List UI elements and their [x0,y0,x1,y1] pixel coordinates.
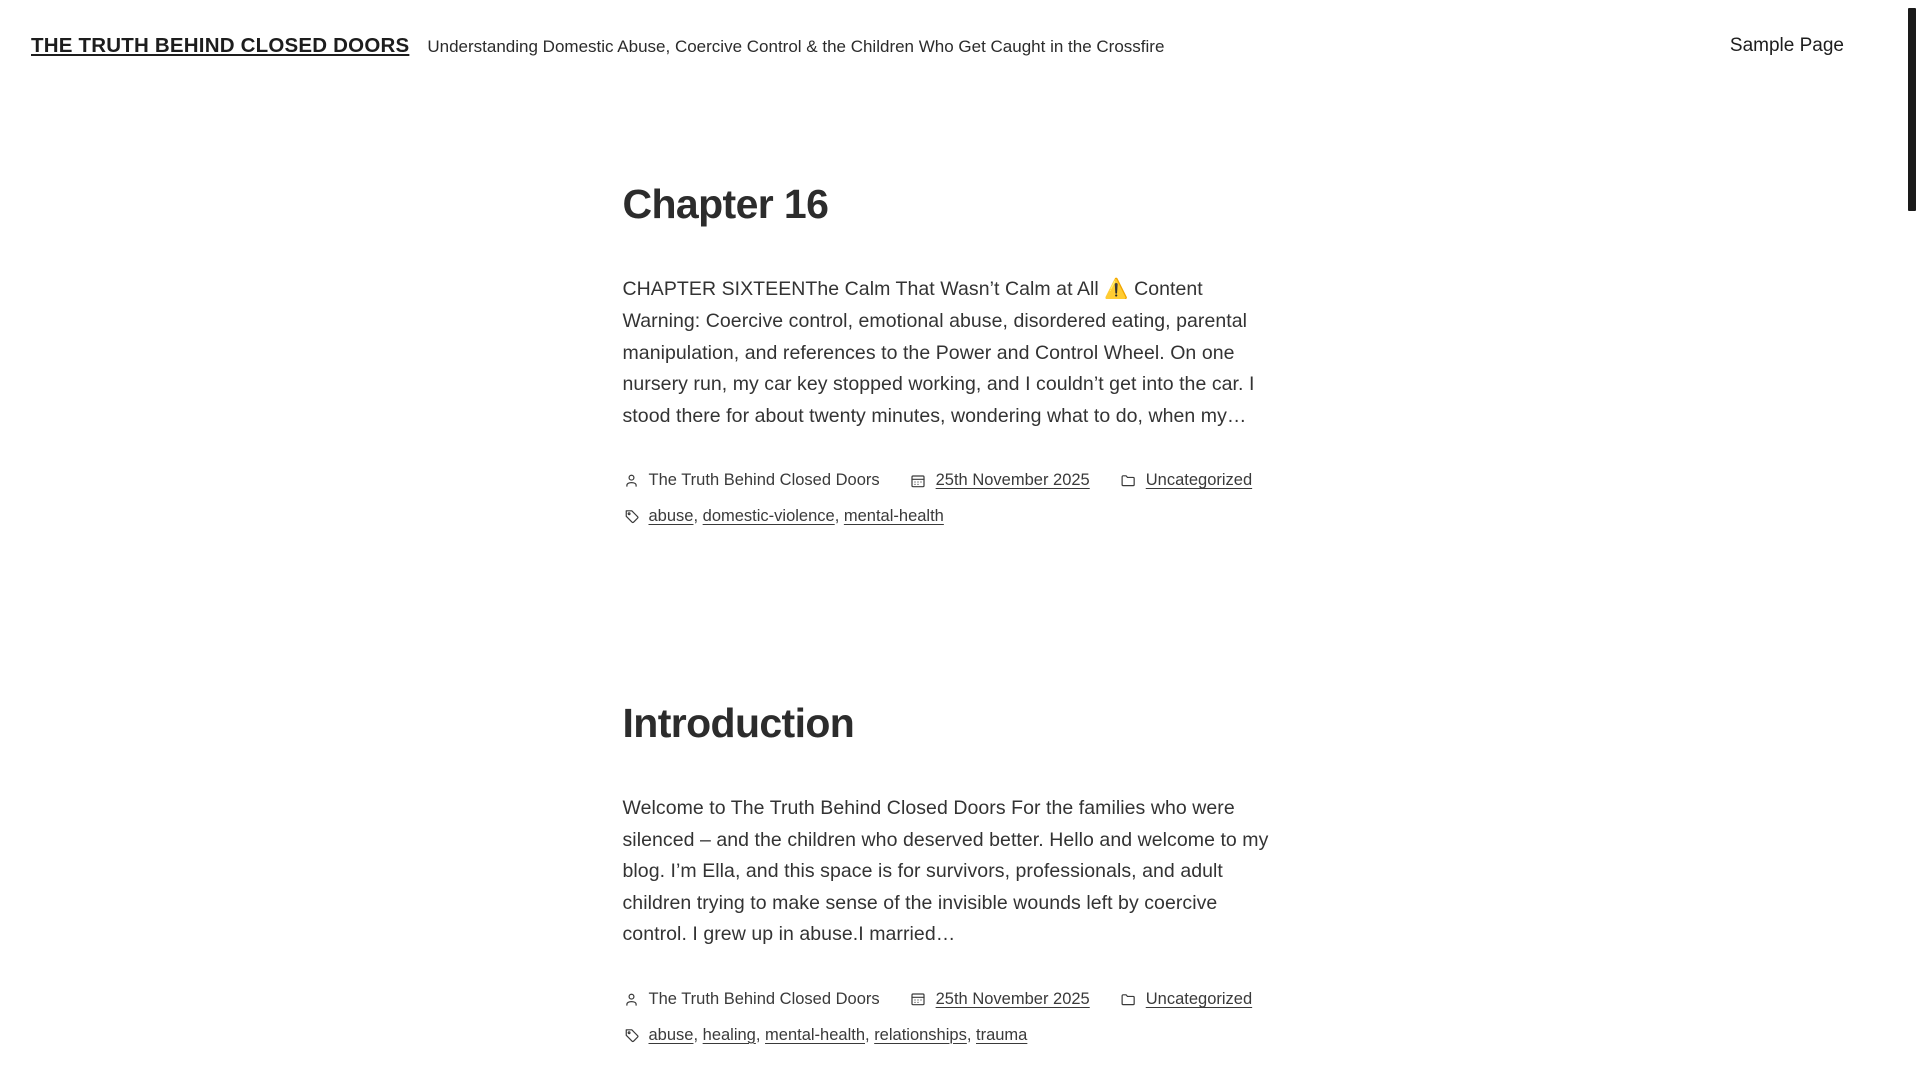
site-header [0,0,1905,92]
post-title[interactable] [623,180,1283,228]
post-author [623,987,880,1012]
post-tag[interactable]: relationships [874,1025,967,1044]
post-tag[interactable]: abuse [648,507,694,526]
post-meta-row-primary [623,987,1283,1012]
post-title[interactable] [623,699,1283,747]
post-category[interactable] [1120,987,1252,1012]
post-category-link[interactable]: Uncategorized [1145,990,1253,1009]
folder-icon [1120,472,1137,489]
post-excerpt: CHAPTER SIXTEENThe Calm That Wasn’t Calm at All ⚠️ Content Warning: Coercive control, emotional abuse, disordered eating, parental manipulation, and references to the Power and Control Wheel. On one nursery run, my car key stopped working, and I couldn’t get into the car. I stood there for about twenty minutes, wondering what to do, when my… [622,278,1255,427]
vertical-scrollbar[interactable] [1905,0,1920,1080]
post-tag-list: abuse, healing, mental-health, relationships, trauma [648,1025,1028,1044]
person-icon [623,991,640,1008]
tag-icon [623,1027,640,1044]
post-excerpt: Welcome to The Truth Behind Closed Doors For the families who were silenced – and the children who deserved better. Hello and welcome to my blog. I’m Ella, and this space is for survivors, professionals, and adult children trying to make sense of the invisible wounds left by coercive control. I grew up in abuse.I married… [622,797,1269,946]
post-date-link[interactable]: 25th November 2025 [935,471,1090,490]
post-article [623,180,1283,529]
post-date[interactable] [910,987,1090,1012]
post-tag[interactable]: mental-health [843,507,944,526]
site-branding [31,34,1164,58]
post-tag[interactable]: mental-health [765,1025,866,1044]
post-tag[interactable]: domestic-violence [702,507,835,526]
nav-link-sample-page[interactable]: Sample Page [1729,35,1844,56]
post-category[interactable] [1120,468,1252,493]
post-tags [623,1023,1028,1048]
post-meta-row-tags [623,1023,1283,1048]
primary-navigation [1730,35,1874,57]
post-tags [623,504,944,529]
calendar-icon [910,472,927,489]
post-category-link[interactable]: Uncategorized [1145,471,1253,490]
post-author-name: The Truth Behind Closed Doors [648,990,880,1009]
post-meta-row-tags [623,504,1283,529]
post-meta-row-primary [623,468,1283,493]
post-date[interactable] [910,468,1090,493]
post-date-link[interactable]: 25th November 2025 [935,990,1090,1009]
site-title[interactable]: THE TRUTH BEHIND CLOSED DOORS [31,34,410,57]
post-article [623,699,1283,1048]
post-author [623,468,880,493]
post-tag[interactable]: abuse [648,1025,694,1044]
calendar-icon [910,991,927,1008]
main-content [0,92,1905,1048]
post-tag-list: abuse, domestic-violence, mental-health [648,507,944,526]
post-meta [623,468,1283,529]
person-icon [623,472,640,489]
folder-icon [1120,991,1137,1008]
post-title-text: Introduction [622,699,855,746]
post-meta [623,987,1283,1048]
post-author-name: The Truth Behind Closed Doors [648,471,880,490]
post-title-text: Chapter 16 [622,181,829,227]
scrollbar-thumb[interactable] [1908,8,1916,211]
post-tag[interactable]: trauma [976,1025,1028,1044]
tag-icon [623,508,640,525]
site-tagline: Understanding Domestic Abuse, Coercive Control & the Children Who Get Caught in the Crossfire [427,37,1165,56]
post-tag[interactable]: healing [702,1025,756,1044]
